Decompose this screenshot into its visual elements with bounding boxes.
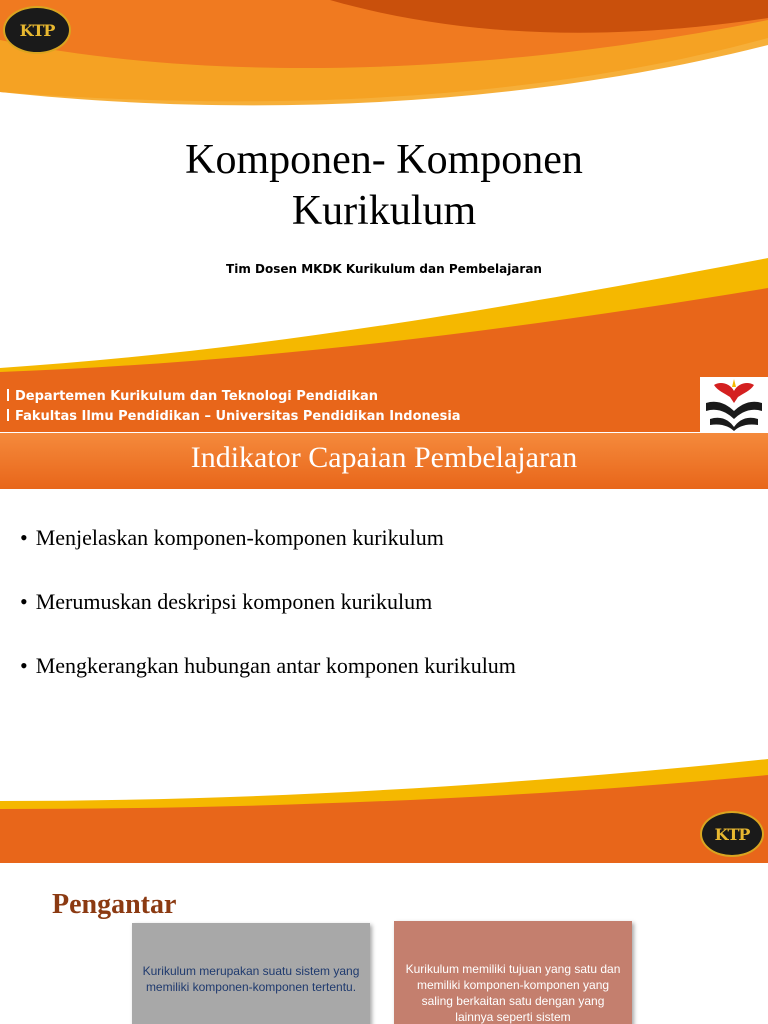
list-item: • Menjelaskan komponen-komponen kurikulum: [20, 525, 516, 589]
title-line-2: Kurikulum: [291, 188, 477, 234]
slide-indikator: [0, 433, 768, 863]
slide-pengantar: [0, 863, 768, 1024]
list-item: • Mengkerangkan hubungan antar komponen kurikulum: [20, 653, 516, 717]
title-line-1: Komponen- Komponen: [185, 137, 583, 183]
info-box-text: Kurikulum merupakan suatu sistem yang memiliki komponen-komponen tertentu.: [142, 964, 360, 994]
ktp-logo: KTP: [700, 811, 764, 857]
ktp-logo: KTP: [3, 6, 71, 54]
info-box-text: Kurikulum memiliki tujuan yang satu dan memiliki komponen-komponen yang saling berkaitan satu dengan yang lainnya seperti sistem: [405, 962, 621, 1024]
list-item: • Merumuskan deskripsi komponen kurikulum: [20, 589, 516, 653]
section-title: Pengantar: [52, 889, 177, 920]
bottom-swoosh-decoration: [0, 433, 768, 863]
presentation-title: [0, 135, 768, 237]
info-box-system: [132, 923, 370, 1024]
upi-logo: [700, 377, 768, 433]
department-line: Departemen Kurikulum dan Teknologi Pendidikan: [7, 389, 378, 404]
section-title: Indikator Capaian Pembelajaran: [190, 441, 578, 474]
faculty-line: Fakultas Ilmu Pendidikan – Universitas Pendidikan Indonesia: [7, 409, 461, 424]
presentation-subtitle: Tim Dosen MKDK Kurikulum dan Pembelajaran: [226, 262, 542, 276]
slide-title: [0, 0, 768, 433]
info-box-goal: [394, 921, 632, 1024]
